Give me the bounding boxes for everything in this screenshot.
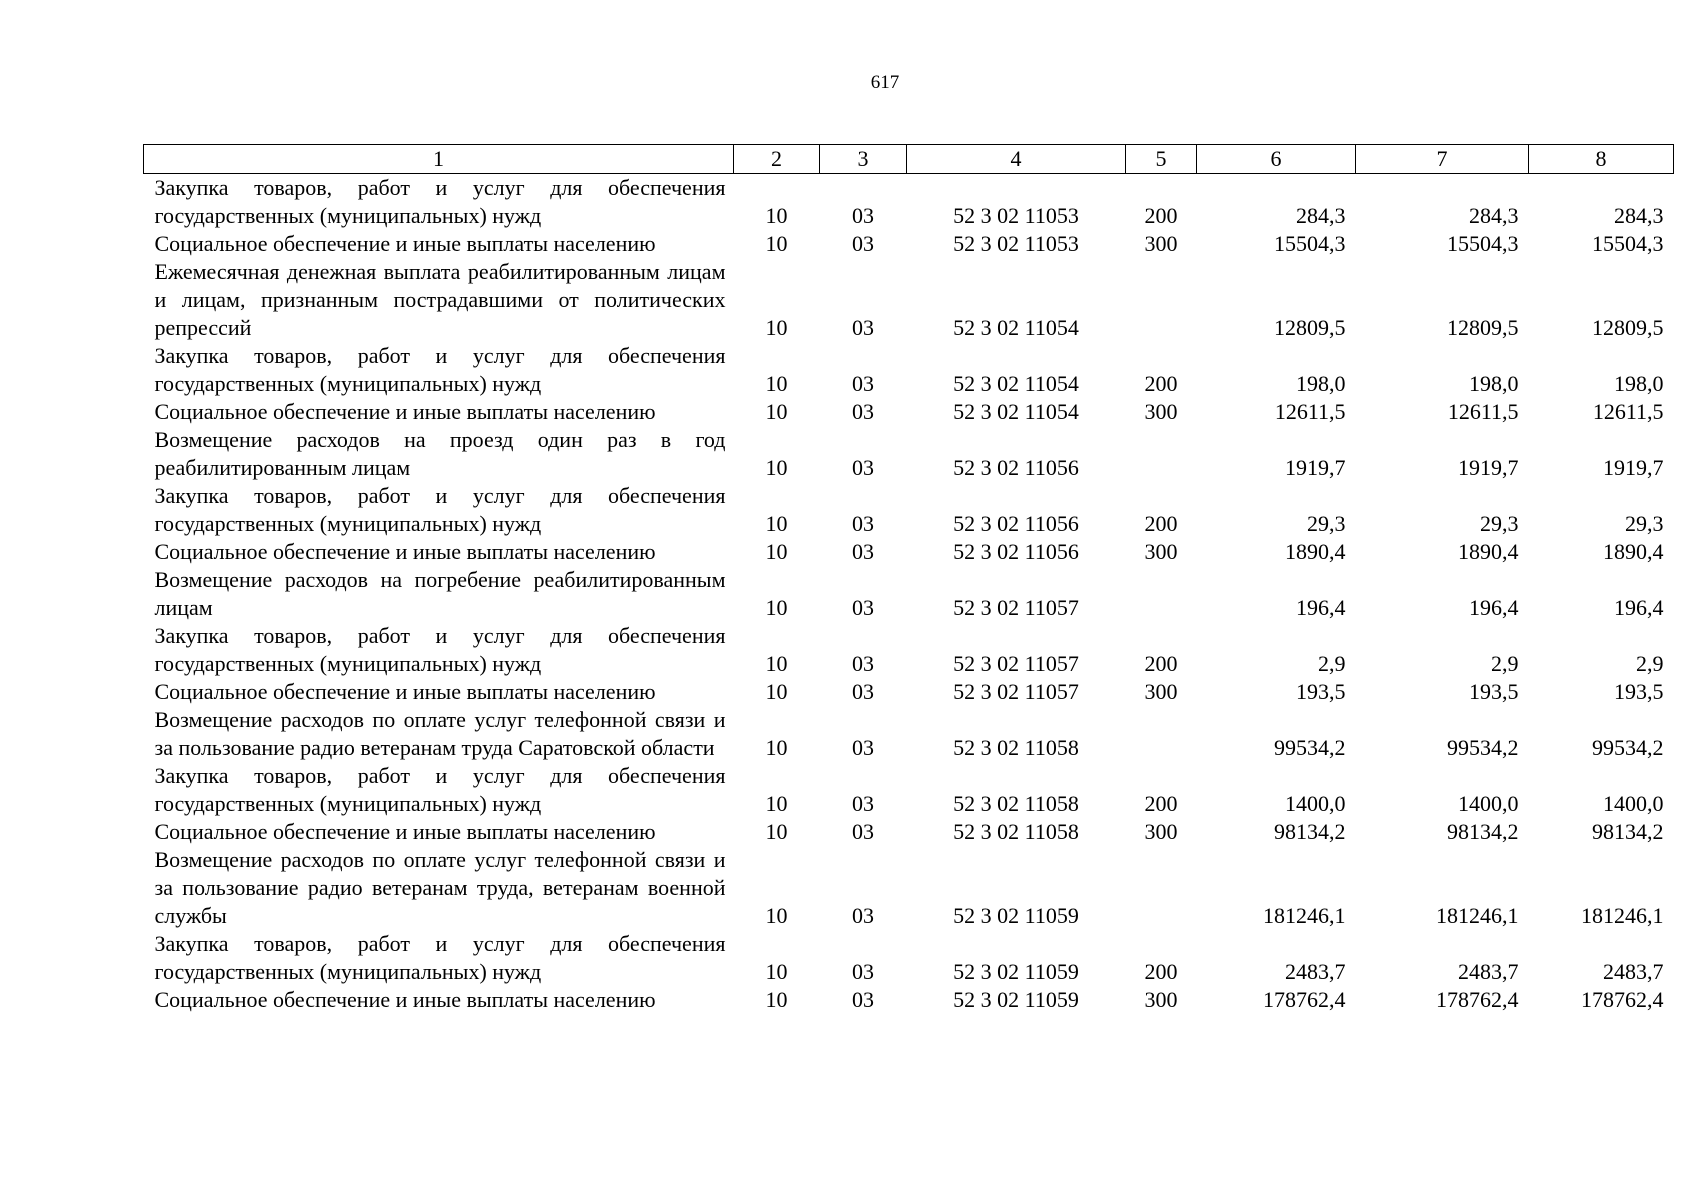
table-row — [144, 174, 1674, 231]
subsection-code-cell: 03 — [852, 735, 874, 760]
section-code-cell: 10 — [765, 735, 788, 760]
amount-col7-cell: 1919,7 — [1458, 455, 1519, 480]
expense-type-cell: 300 — [1144, 399, 1178, 424]
section-code-cell: 10 — [765, 399, 788, 424]
subsection-code-cell: 03 — [852, 455, 874, 480]
row-name-cell: Возмещение расходов по оплате услуг телефонной связи и за пользование радио ветеранам труда Саратовской области — [154, 707, 726, 760]
column-header: 5 — [1126, 145, 1197, 174]
target-article-cell: 52 3 02 11053 — [953, 203, 1079, 228]
amount-col7-cell: 181246,1 — [1436, 903, 1519, 928]
section-code-cell: 10 — [765, 959, 788, 984]
amount-col8-cell: 1400,0 — [1603, 791, 1664, 816]
amount-col7-cell: 196,4 — [1469, 595, 1519, 620]
subsection-code-cell: 03 — [852, 203, 874, 228]
target-article-cell: 52 3 02 11058 — [953, 791, 1079, 816]
column-header: 2 — [734, 145, 820, 174]
section-code-cell: 10 — [765, 455, 788, 480]
section-code-cell: 10 — [765, 679, 788, 704]
amount-col7-cell: 98134,2 — [1447, 819, 1519, 844]
expense-type-cell: 200 — [1144, 371, 1178, 396]
subsection-code-cell: 03 — [852, 371, 874, 396]
column-header: 7 — [1356, 145, 1529, 174]
amount-col8-cell: 15504,3 — [1592, 231, 1664, 256]
amount-col8-cell: 99534,2 — [1592, 735, 1664, 760]
amount-col7-cell: 1400,0 — [1458, 791, 1519, 816]
amount-col8-cell: 284,3 — [1614, 203, 1664, 228]
amount-col6-cell: 2,9 — [1318, 651, 1346, 676]
subsection-code-cell: 03 — [852, 791, 874, 816]
amount-col7-cell: 12809,5 — [1447, 315, 1519, 340]
section-code-cell: 10 — [765, 539, 788, 564]
table-row — [144, 622, 1674, 678]
target-article-cell: 52 3 02 11054 — [953, 399, 1079, 424]
amount-col7-cell: 198,0 — [1469, 371, 1519, 396]
subsection-code-cell: 03 — [852, 539, 874, 564]
row-name-cell: Закупка товаров, работ и услуг для обеспечения государственных (муниципальных) нужд — [154, 343, 726, 396]
amount-col6-cell: 12809,5 — [1274, 315, 1346, 340]
amount-col8-cell: 1890,4 — [1603, 539, 1664, 564]
table-row — [144, 762, 1674, 818]
subsection-code-cell: 03 — [852, 679, 874, 704]
subsection-code-cell: 03 — [852, 903, 874, 928]
table-row — [144, 258, 1674, 342]
expense-type-cell: 300 — [1144, 819, 1178, 844]
section-code-cell: 10 — [765, 819, 788, 844]
section-code-cell: 10 — [765, 315, 788, 340]
table-row — [144, 986, 1674, 1014]
amount-col6-cell: 2483,7 — [1285, 959, 1346, 984]
section-code-cell: 10 — [765, 231, 788, 256]
table-row — [144, 930, 1674, 986]
section-code-cell: 10 — [765, 903, 788, 928]
row-name-cell: Закупка товаров, работ и услуг для обеспечения государственных (муниципальных) нужд — [154, 483, 726, 536]
target-article-cell: 52 3 02 11056 — [953, 539, 1079, 564]
amount-col6-cell: 284,3 — [1296, 203, 1346, 228]
target-article-cell: 52 3 02 11054 — [953, 315, 1079, 340]
column-header: 8 — [1529, 145, 1674, 174]
budget-table — [143, 144, 1674, 1014]
expense-type-cell — [1126, 566, 1197, 622]
amount-col6-cell: 1400,0 — [1285, 791, 1346, 816]
amount-col8-cell: 12809,5 — [1592, 315, 1664, 340]
amount-col6-cell: 193,5 — [1296, 679, 1346, 704]
subsection-code-cell: 03 — [852, 595, 874, 620]
row-name-cell: Закупка товаров, работ и услуг для обеспечения государственных (муниципальных) нужд — [154, 931, 726, 984]
amount-col8-cell: 178762,4 — [1581, 987, 1664, 1012]
target-article-cell: 52 3 02 11053 — [953, 231, 1079, 256]
amount-col7-cell: 284,3 — [1469, 203, 1519, 228]
amount-col6-cell: 1890,4 — [1285, 539, 1346, 564]
target-article-cell: 52 3 02 11057 — [953, 679, 1079, 704]
table-row — [144, 818, 1674, 846]
amount-col6-cell: 178762,4 — [1263, 987, 1346, 1012]
expense-type-cell — [1126, 258, 1197, 342]
column-header: 4 — [907, 145, 1126, 174]
target-article-cell: 52 3 02 11059 — [953, 903, 1079, 928]
amount-col8-cell: 1919,7 — [1603, 455, 1664, 480]
row-name-cell: Закупка товаров, работ и услуг для обеспечения государственных (муниципальных) нужд — [154, 763, 726, 816]
expense-type-cell: 200 — [1144, 203, 1178, 228]
table-row — [144, 678, 1674, 706]
amount-col6-cell: 99534,2 — [1274, 735, 1346, 760]
row-name-cell: Возмещение расходов на погребение реабилитированным лицам — [154, 567, 726, 620]
table-row — [144, 846, 1674, 930]
amount-col6-cell: 15504,3 — [1274, 231, 1346, 256]
row-name-cell: Возмещение расходов по оплате услуг телефонной связи и за пользование радио ветеранам труда, ветеранам военной службы — [154, 847, 726, 928]
amount-col8-cell: 12611,5 — [1592, 399, 1664, 424]
row-name-cell: Закупка товаров, работ и услуг для обеспечения государственных (муниципальных) нужд — [154, 623, 726, 676]
amount-col6-cell: 198,0 — [1296, 371, 1346, 396]
table-row — [144, 230, 1674, 258]
amount-col8-cell: 2483,7 — [1603, 959, 1664, 984]
amount-col8-cell: 2,9 — [1636, 651, 1664, 676]
target-article-cell: 52 3 02 11058 — [953, 819, 1079, 844]
table-row — [144, 538, 1674, 566]
header-row — [144, 145, 1674, 174]
table-row — [144, 426, 1674, 482]
row-name-cell: Ежемесячная денежная выплата реабилитированным лицам и лицам, признанным пострадавшими от политических репрессий — [154, 259, 726, 340]
amount-col6-cell: 1919,7 — [1285, 455, 1346, 480]
expense-type-cell: 300 — [1144, 987, 1178, 1012]
amount-col7-cell: 99534,2 — [1447, 735, 1519, 760]
amount-col6-cell: 196,4 — [1296, 595, 1346, 620]
row-name-cell: Социальное обеспечение и иные выплаты населению — [154, 539, 656, 564]
amount-col7-cell: 2483,7 — [1458, 959, 1519, 984]
amount-col7-cell: 1890,4 — [1458, 539, 1519, 564]
section-code-cell: 10 — [765, 987, 788, 1012]
row-name-cell: Социальное обеспечение и иные выплаты населению — [154, 819, 656, 844]
amount-col8-cell: 29,3 — [1625, 511, 1664, 536]
expense-type-cell — [1126, 846, 1197, 930]
subsection-code-cell: 03 — [852, 511, 874, 536]
expense-type-cell: 200 — [1144, 651, 1178, 676]
amount-col8-cell: 198,0 — [1614, 371, 1664, 396]
row-name-cell: Социальное обеспечение и иные выплаты населению — [154, 679, 656, 704]
target-article-cell: 52 3 02 11057 — [953, 651, 1079, 676]
amount-col7-cell: 178762,4 — [1436, 987, 1519, 1012]
amount-col6-cell: 98134,2 — [1274, 819, 1346, 844]
expense-type-cell: 300 — [1144, 231, 1178, 256]
subsection-code-cell: 03 — [852, 231, 874, 256]
amount-col8-cell: 196,4 — [1614, 595, 1664, 620]
table-body — [144, 174, 1674, 1015]
column-header: 1 — [144, 145, 734, 174]
amount-col7-cell: 193,5 — [1469, 679, 1519, 704]
section-code-cell: 10 — [765, 791, 788, 816]
target-article-cell: 52 3 02 11057 — [953, 595, 1079, 620]
subsection-code-cell: 03 — [852, 987, 874, 1012]
target-article-cell: 52 3 02 11059 — [953, 987, 1079, 1012]
expense-type-cell: 300 — [1144, 679, 1178, 704]
column-header: 3 — [820, 145, 907, 174]
subsection-code-cell: 03 — [852, 819, 874, 844]
amount-col7-cell: 29,3 — [1480, 511, 1519, 536]
row-name-cell: Закупка товаров, работ и услуг для обеспечения государственных (муниципальных) нужд — [154, 175, 726, 228]
subsection-code-cell: 03 — [852, 651, 874, 676]
subsection-code-cell: 03 — [852, 315, 874, 340]
subsection-code-cell: 03 — [852, 399, 874, 424]
target-article-cell: 52 3 02 11058 — [953, 735, 1079, 760]
amount-col7-cell: 15504,3 — [1447, 231, 1519, 256]
target-article-cell: 52 3 02 11056 — [953, 455, 1079, 480]
page-number: 617 — [870, 72, 900, 93]
expense-type-cell: 200 — [1144, 791, 1178, 816]
amount-col8-cell: 193,5 — [1614, 679, 1664, 704]
amount-col6-cell: 181246,1 — [1263, 903, 1346, 928]
amount-col8-cell: 181246,1 — [1581, 903, 1664, 928]
amount-col7-cell: 12611,5 — [1447, 399, 1519, 424]
expense-type-cell — [1126, 426, 1197, 482]
expense-type-cell: 200 — [1144, 959, 1178, 984]
amount-col6-cell: 12611,5 — [1274, 399, 1346, 424]
section-code-cell: 10 — [765, 595, 788, 620]
section-code-cell: 10 — [765, 651, 788, 676]
expense-type-cell: 300 — [1144, 539, 1178, 564]
section-code-cell: 10 — [765, 511, 788, 536]
table-row — [144, 706, 1674, 762]
row-name-cell: Социальное обеспечение и иные выплаты населению — [154, 987, 656, 1012]
table-row — [144, 482, 1674, 538]
amount-col6-cell: 29,3 — [1307, 511, 1346, 536]
row-name-cell: Социальное обеспечение и иные выплаты населению — [154, 399, 656, 424]
amount-col7-cell: 2,9 — [1491, 651, 1519, 676]
target-article-cell: 52 3 02 11054 — [953, 371, 1079, 396]
target-article-cell: 52 3 02 11059 — [953, 959, 1079, 984]
row-name-cell: Возмещение расходов на проезд один раз в год реабилитированным лицам — [154, 427, 726, 480]
expense-type-cell — [1126, 706, 1197, 762]
row-name-cell: Социальное обеспечение и иные выплаты населению — [154, 231, 656, 256]
column-header: 6 — [1197, 145, 1356, 174]
section-code-cell: 10 — [765, 203, 788, 228]
table-row — [144, 342, 1674, 398]
subsection-code-cell: 03 — [852, 959, 874, 984]
table-row — [144, 398, 1674, 426]
target-article-cell: 52 3 02 11056 — [953, 511, 1079, 536]
expense-type-cell: 200 — [1144, 511, 1178, 536]
table-row — [144, 566, 1674, 622]
section-code-cell: 10 — [765, 371, 788, 396]
amount-col8-cell: 98134,2 — [1592, 819, 1664, 844]
